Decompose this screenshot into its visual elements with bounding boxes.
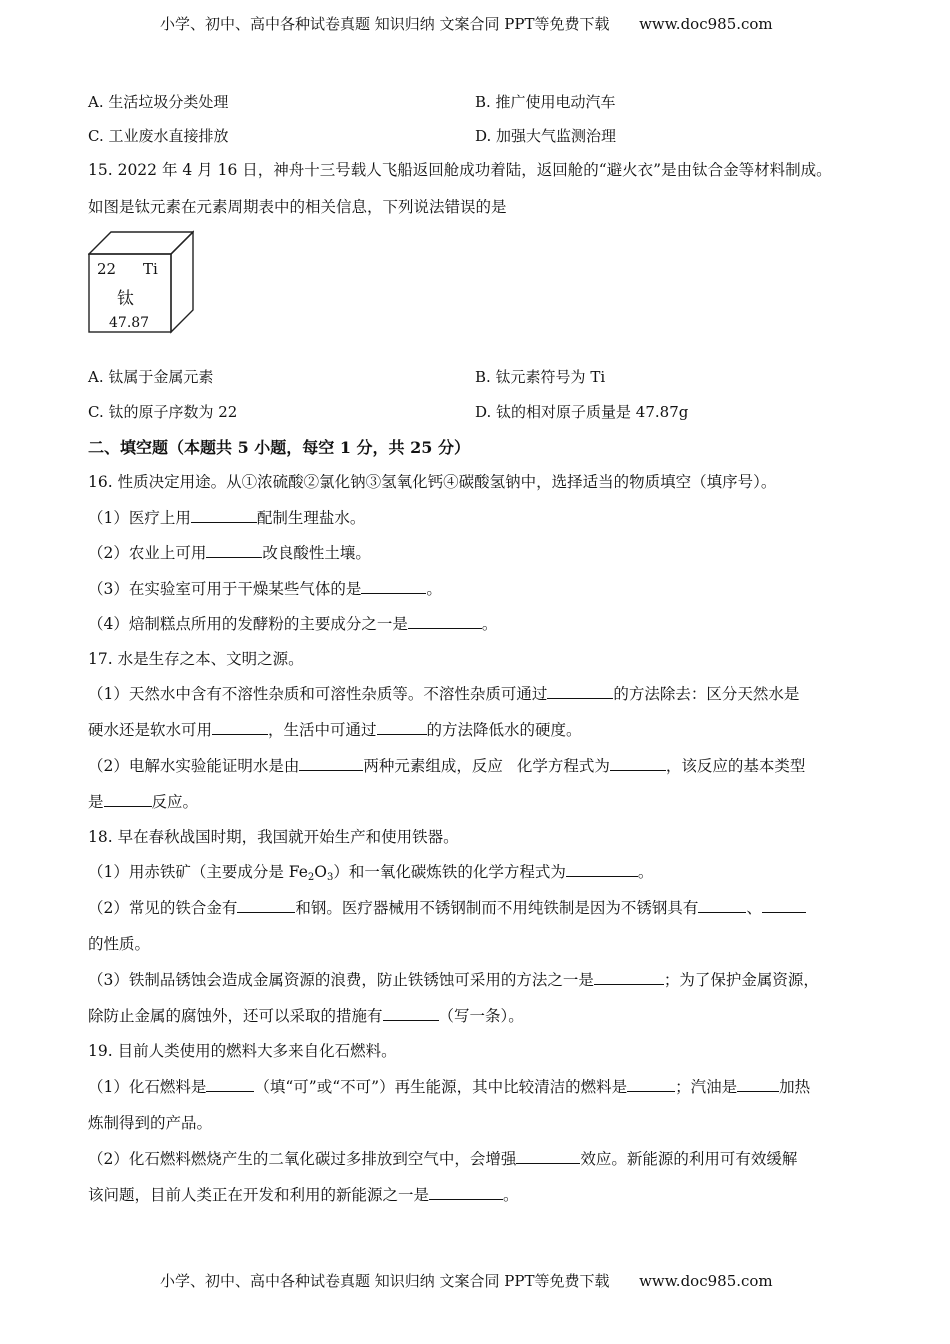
q15-option-d: D. 钛的相对原子质量是 47.87g	[475, 403, 689, 421]
q17-l2-blank2[interactable]	[377, 720, 427, 735]
footer-url[interactable]: www.doc985.com	[639, 1272, 773, 1290]
q15-stem-line1: 15. 2022 年 4 月 16 日，神舟十三号载人飞船返回舱成功着陆，返回舱的“避火衣”是由钛合金等材料制成。	[88, 161, 832, 179]
page-header	[160, 13, 773, 34]
q18-l4-blank[interactable]	[594, 970, 664, 985]
q18-l2-blank1[interactable]	[237, 898, 295, 913]
q18-line2	[88, 898, 806, 918]
q18-l2-text-c: 、	[746, 899, 762, 917]
q16-p4-text-b: 。	[481, 615, 498, 633]
element-name: 钛	[117, 289, 134, 309]
q18-l1-text-c: 。	[637, 863, 654, 881]
q19-stem: 19. 目前人类使用的燃料大多来自化石燃料。	[88, 1042, 397, 1060]
q18-l5-text-b: （写一条）。	[438, 1007, 524, 1025]
q17-l3-blank2[interactable]	[610, 756, 666, 771]
q14-option-a: A. 生活垃圾分类处理	[88, 93, 229, 111]
q18-line4	[88, 970, 819, 990]
q18-l1-subscript-1: 2	[307, 872, 315, 883]
element-atomic-mass: 47.87	[109, 315, 150, 331]
q18-l5-text-a: 除防止金属的腐蚀外，还可以采取的措施有	[88, 1007, 383, 1025]
q19-line1	[88, 1077, 810, 1097]
q17-l4-blank[interactable]	[104, 792, 152, 807]
q17-l4-text-b: 反应。	[151, 793, 199, 811]
q17-line2	[88, 720, 582, 740]
q17-line1	[88, 684, 799, 704]
q17-l1-blank[interactable]	[547, 684, 613, 699]
q16-p3-text-a: （3）在实验室可用于干燥某些气体的是	[88, 580, 362, 598]
q17-line4	[88, 792, 198, 812]
q18-line3: 的性质。	[88, 935, 151, 953]
q18-l1-text-mid: O	[314, 863, 327, 881]
q19-l1-text-c: ；汽油是	[675, 1078, 738, 1096]
q18-l1-text-a: （1）用赤铁矿（主要成分是 Fe	[88, 863, 308, 881]
q17-l4-text-a: 是	[88, 793, 104, 811]
q17-l2-text-b: ，生活中可通过	[268, 721, 377, 739]
q18-l4-text-b: ；为了保护金属资源，	[663, 971, 819, 989]
q19-l3-text-a: （2）化石燃料燃烧产生的二氧化碳过多排放到空气中，会增强	[88, 1150, 517, 1168]
q19-l3-blank[interactable]	[516, 1149, 580, 1164]
q18-l1-subscript-2: 3	[326, 872, 334, 883]
q16-p4-text-a: （4）焙制糕点所用的发酵粉的主要成分之一是	[88, 615, 408, 633]
q16-part2	[88, 543, 371, 563]
q17-stem: 17. 水是生存之本、文明之源。	[88, 650, 304, 668]
q16-part4	[88, 614, 497, 634]
q17-l2-blank1[interactable]	[212, 720, 268, 735]
q17-l2-text-a: 硬水还是软水可用	[88, 721, 213, 739]
q15-option-c: C. 钛的原子序数为 22	[88, 403, 238, 421]
q18-l2-text-b: 和钢。医疗器械用不锈钢制而不用纯铁制是因为不锈钢具有	[295, 899, 699, 917]
q16-p2-blank[interactable]	[206, 543, 262, 558]
section-title: 二、填空题（本题共 5 小题，每空 1 分，共 25 分）	[88, 438, 470, 457]
q16-p1-blank[interactable]	[191, 508, 257, 523]
q14-option-b: B. 推广使用电动汽车	[475, 93, 616, 111]
q17-l3-text-a: （2）电解水实验能证明水是由	[88, 757, 300, 775]
header-url[interactable]: www.doc985.com	[639, 15, 773, 33]
element-atomic-number: 22	[97, 260, 117, 278]
q19-l1-blank2[interactable]	[627, 1077, 675, 1092]
q18-line1	[88, 862, 653, 888]
q19-l1-text-b: （填“可”或“不可”）再生能源，其中比较清洁的燃料是	[254, 1078, 628, 1096]
footer-text: 小学、初中、高中各种试卷真题 知识归纳 文案合同 PPT等免费下载	[160, 1272, 610, 1290]
header-text: 小学、初中、高中各种试卷真题 知识归纳 文案合同 PPT等免费下载	[160, 15, 610, 33]
q16-part3	[88, 579, 442, 599]
q19-l1-blank1[interactable]	[206, 1077, 254, 1092]
q19-line4	[88, 1185, 519, 1205]
q18-l5-blank[interactable]	[383, 1006, 439, 1021]
q17-l1-text-a: （1）天然水中含有不溶性杂质和可溶性杂质等。不溶性杂质可通过	[88, 685, 548, 703]
q14-option-d: D. 加强大气监测治理	[475, 127, 617, 145]
q19-l4-blank[interactable]	[429, 1185, 503, 1200]
q16-p1-text-a: （1）医疗上用	[88, 509, 191, 527]
q18-stem: 18. 早在春秋战国时期，我国就开始生产和使用铁器。	[88, 828, 459, 846]
q17-l1-text-b: 的方法除去：区分天然水是	[613, 685, 800, 703]
q18-l2-blank2[interactable]	[698, 898, 746, 913]
q16-p2-text-a: （2）农业上可用	[88, 544, 207, 562]
q19-line3	[88, 1149, 797, 1169]
q17-l3-text-c: 化学方程式为	[516, 757, 610, 775]
q19-l1-blank3[interactable]	[737, 1077, 779, 1092]
q17-l2-text-c: 的方法降低水的硬度。	[426, 721, 582, 739]
q19-l1-text-a: （1）化石燃料是	[88, 1078, 207, 1096]
q14-option-c: C. 工业废水直接排放	[88, 127, 229, 145]
q17-l3-blank1[interactable]	[299, 756, 363, 771]
q18-l1-blank[interactable]	[566, 862, 638, 877]
q15-option-b: B. 钛元素符号为 Ti	[475, 368, 606, 386]
q19-l1-text-d: 加热	[779, 1078, 811, 1096]
q16-p3-text-b: 。	[426, 580, 442, 598]
q15-option-a: A. 钛属于金属元素	[88, 368, 214, 386]
q18-l4-text-a: （3）铁制品锈蚀会造成金属资源的浪费，防止铁锈蚀可采用的方法之一是	[88, 971, 594, 989]
q16-p1-text-b: 配制生理盐水。	[256, 509, 366, 527]
q16-p2-text-b: 改良酸性土壤。	[262, 544, 371, 562]
q19-l3-text-b: 效应。新能源的利用可有效缓解	[580, 1150, 798, 1168]
q19-line2: 炼制得到的产品。	[88, 1114, 213, 1132]
q16-p4-blank[interactable]	[408, 614, 482, 629]
q18-l1-text-b: ）和一氧化碳炼铁的化学方程式为	[333, 863, 566, 881]
q16-part1	[88, 508, 365, 528]
page-footer	[160, 1270, 773, 1291]
q18-line5	[88, 1006, 524, 1026]
q16-p3-blank[interactable]	[361, 579, 426, 594]
q18-l2-blank3[interactable]	[762, 898, 806, 913]
q17-l3-text-b: 两种元素组成，反应	[363, 757, 503, 775]
q15-stem-line2: 如图是钛元素在元素周期表中的相关信息，下列说法错误的是	[88, 198, 507, 216]
q19-l4-text-b: 。	[503, 1186, 519, 1204]
periodic-element-cube	[88, 230, 194, 334]
q17-l3-text-d: ，该反应的基本类型	[665, 757, 806, 775]
q17-line3	[88, 756, 805, 776]
q18-l2-text-a: （2）常见的铁合金有	[88, 899, 238, 917]
q19-l4-text-a: 该问题，目前人类正在开发和利用的新能源之一是	[88, 1186, 430, 1204]
element-symbol: Ti	[143, 260, 158, 278]
q16-stem: 16. 性质决定用途。从①浓硫酸②氯化钠③氢氧化钙④碳酸氢钠中，选择适当的物质填空（填序号）。	[88, 473, 777, 491]
